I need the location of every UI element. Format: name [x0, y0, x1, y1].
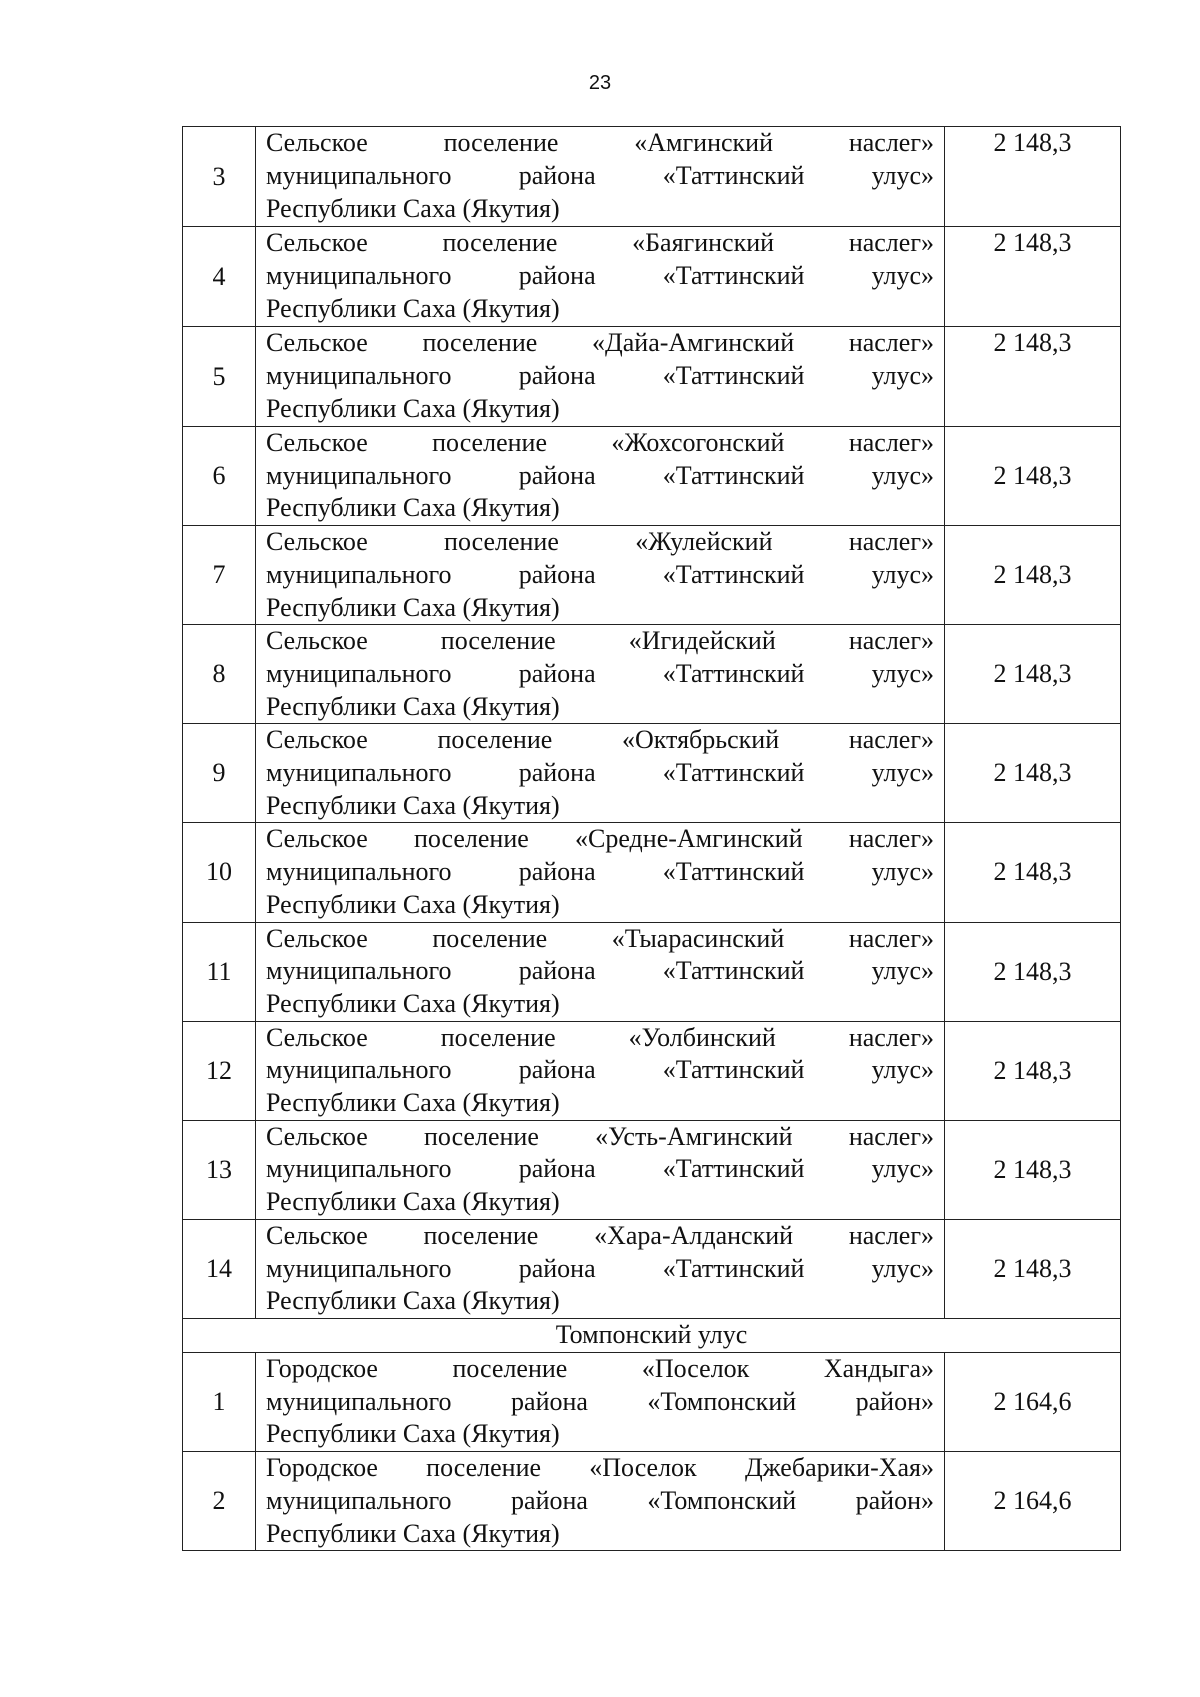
- table-row: [183, 1120, 1121, 1219]
- table-row: [183, 823, 1121, 922]
- row-number: 12: [183, 1021, 256, 1120]
- settlement-name-line: Сельское поселение «Баягинский наслег»: [266, 228, 934, 258]
- settlement-name-line: муниципального района «Томпонский район»: [266, 1485, 934, 1515]
- settlement-name-line: муниципального района «Таттинский улус»: [266, 261, 934, 291]
- table-row: [183, 526, 1121, 625]
- row-number: 14: [183, 1219, 256, 1318]
- settlement-name: [256, 1452, 945, 1551]
- settlement-name-line: Республики Саха (Якутия): [266, 691, 560, 721]
- settlement-name-line: муниципального района «Таттинский улус»: [266, 1154, 934, 1184]
- amount-value: 2 148,3: [945, 526, 1121, 625]
- settlement-name: [256, 327, 945, 427]
- settlement-name-line: Сельское поселение «Октябрьский наслег»: [266, 725, 934, 755]
- settlement-name: [256, 526, 945, 625]
- settlement-name: [256, 625, 945, 724]
- amount-value: 2 148,3: [945, 127, 1121, 227]
- settlement-name-line: Республики Саха (Якутия): [266, 1286, 560, 1316]
- table-row: [183, 1452, 1121, 1551]
- settlement-name-line: муниципального района «Таттинский улус»: [266, 956, 934, 986]
- settlement-name-line: муниципального района «Томпонский район»: [266, 1386, 934, 1416]
- amount-value: 2 148,3: [945, 1120, 1121, 1219]
- amount-value: 2 164,6: [945, 1352, 1121, 1451]
- settlement-name-line: муниципального района «Таттинский улус»: [266, 460, 934, 490]
- amount-value: 2 148,3: [945, 327, 1121, 427]
- settlement-name: [256, 1352, 945, 1451]
- row-number: 5: [183, 327, 256, 427]
- settlement-name-line: Сельское поселение «Усть-Амгинский наслег»: [266, 1121, 934, 1151]
- settlements-table: [182, 126, 1121, 1551]
- table-row: [183, 1219, 1121, 1318]
- settlement-name-line: муниципального района «Таттинский улус»: [266, 857, 934, 887]
- settlement-name-line: Республики Саха (Якутия): [266, 393, 560, 423]
- settlement-name-line: Республики Саха (Якутия): [266, 493, 560, 523]
- row-number: 6: [183, 427, 256, 526]
- table-row: [183, 227, 1121, 327]
- settlement-name: [256, 922, 945, 1021]
- page-number: 23: [588, 72, 612, 94]
- row-number: 13: [183, 1120, 256, 1219]
- settlement-name-line: Республики Саха (Якутия): [266, 293, 560, 323]
- amount-value: 2 148,3: [945, 823, 1121, 922]
- settlement-name-line: муниципального района «Таттинский улус»: [266, 658, 934, 688]
- settlement-name-line: муниципального района «Таттинский улус»: [266, 559, 934, 589]
- settlement-name-line: Республики Саха (Якутия): [266, 193, 560, 223]
- settlement-name-line: Сельское поселение «Уолбинский наслег»: [266, 1022, 934, 1052]
- settlement-name: [256, 227, 945, 327]
- settlement-name-line: Сельское поселение «Дайа-Амгинский наслег»: [266, 328, 934, 358]
- settlement-name: [256, 1120, 945, 1219]
- settlement-name-line: Республики Саха (Якутия): [266, 988, 560, 1018]
- table-row: [183, 922, 1121, 1021]
- amount-value: 2 148,3: [945, 724, 1121, 823]
- settlement-name-line: Городское поселение «Поселок Джебарики-Хая»: [266, 1453, 934, 1483]
- settlement-name-line: муниципального района «Таттинский улус»: [266, 361, 934, 391]
- amount-value: 2 148,3: [945, 427, 1121, 526]
- settlement-name-line: Сельское поселение «Хара-Алданский наслег»: [266, 1220, 934, 1250]
- settlement-name-line: Республики Саха (Якутия): [266, 889, 560, 919]
- row-number: 1: [183, 1352, 256, 1451]
- settlement-name-line: Республики Саха (Якутия): [266, 1419, 560, 1449]
- settlement-name-line: Республики Саха (Якутия): [266, 1088, 560, 1118]
- table-row: [183, 1021, 1121, 1120]
- row-number: 10: [183, 823, 256, 922]
- settlement-name-line: Республики Саха (Якутия): [266, 1187, 560, 1217]
- settlement-name: [256, 823, 945, 922]
- settlement-name: [256, 427, 945, 526]
- table-row: [183, 127, 1121, 227]
- settlement-name-line: Сельское поселение «Амгинский наслег»: [266, 128, 934, 158]
- row-number: 9: [183, 724, 256, 823]
- amount-value: 2 148,3: [945, 227, 1121, 327]
- settlement-name-line: Сельское поселение «Жулейский наслег»: [266, 527, 934, 557]
- settlement-name-line: муниципального района «Таттинский улус»: [266, 1055, 934, 1085]
- table-body: [183, 127, 1121, 1551]
- settlement-name-line: Республики Саха (Якутия): [266, 592, 560, 622]
- amount-value: 2 148,3: [945, 625, 1121, 724]
- amount-value: 2 148,3: [945, 1219, 1121, 1318]
- row-number: 2: [183, 1452, 256, 1551]
- settlement-name: [256, 1021, 945, 1120]
- settlement-name-line: Сельское поселение «Средне-Амгинский наслег»: [266, 824, 934, 854]
- settlement-name-line: Республики Саха (Якутия): [266, 790, 560, 820]
- settlement-name-line: Сельское поселение «Жохсогонский наслег»: [266, 428, 934, 457]
- table-row: [183, 625, 1121, 724]
- settlement-name-line: Республики Саха (Якутия): [266, 1518, 560, 1548]
- settlement-name-line: муниципального района «Таттинский улус»: [266, 758, 934, 788]
- settlement-name-line: Сельское поселение «Тыарасинский наслег»: [266, 923, 934, 953]
- settlement-name: [256, 127, 945, 227]
- settlement-name: [256, 724, 945, 823]
- table-row: [183, 327, 1121, 427]
- amount-value: 2 164,6: [945, 1452, 1121, 1551]
- table-row: [183, 724, 1121, 823]
- section-header-row: [183, 1318, 1121, 1352]
- row-number: 7: [183, 526, 256, 625]
- amount-value: 2 148,3: [945, 1021, 1121, 1120]
- settlement-name: [256, 1219, 945, 1318]
- section-title: Томпонский улус: [183, 1318, 1121, 1352]
- row-number: 3: [183, 127, 256, 227]
- table-row: [183, 1352, 1121, 1451]
- settlement-name-line: муниципального района «Таттинский улус»: [266, 1253, 934, 1283]
- row-number: 11: [183, 922, 256, 1021]
- row-number: 4: [183, 227, 256, 327]
- settlement-name-line: муниципального района «Таттинский улус»: [266, 161, 934, 191]
- row-number: 8: [183, 625, 256, 724]
- amount-value: 2 148,3: [945, 922, 1121, 1021]
- settlement-name-line: Сельское поселение «Игидейский наслег»: [266, 626, 934, 656]
- settlement-name-line: Городское поселение «Поселок Хандыга»: [266, 1353, 934, 1383]
- table-row: [183, 427, 1121, 526]
